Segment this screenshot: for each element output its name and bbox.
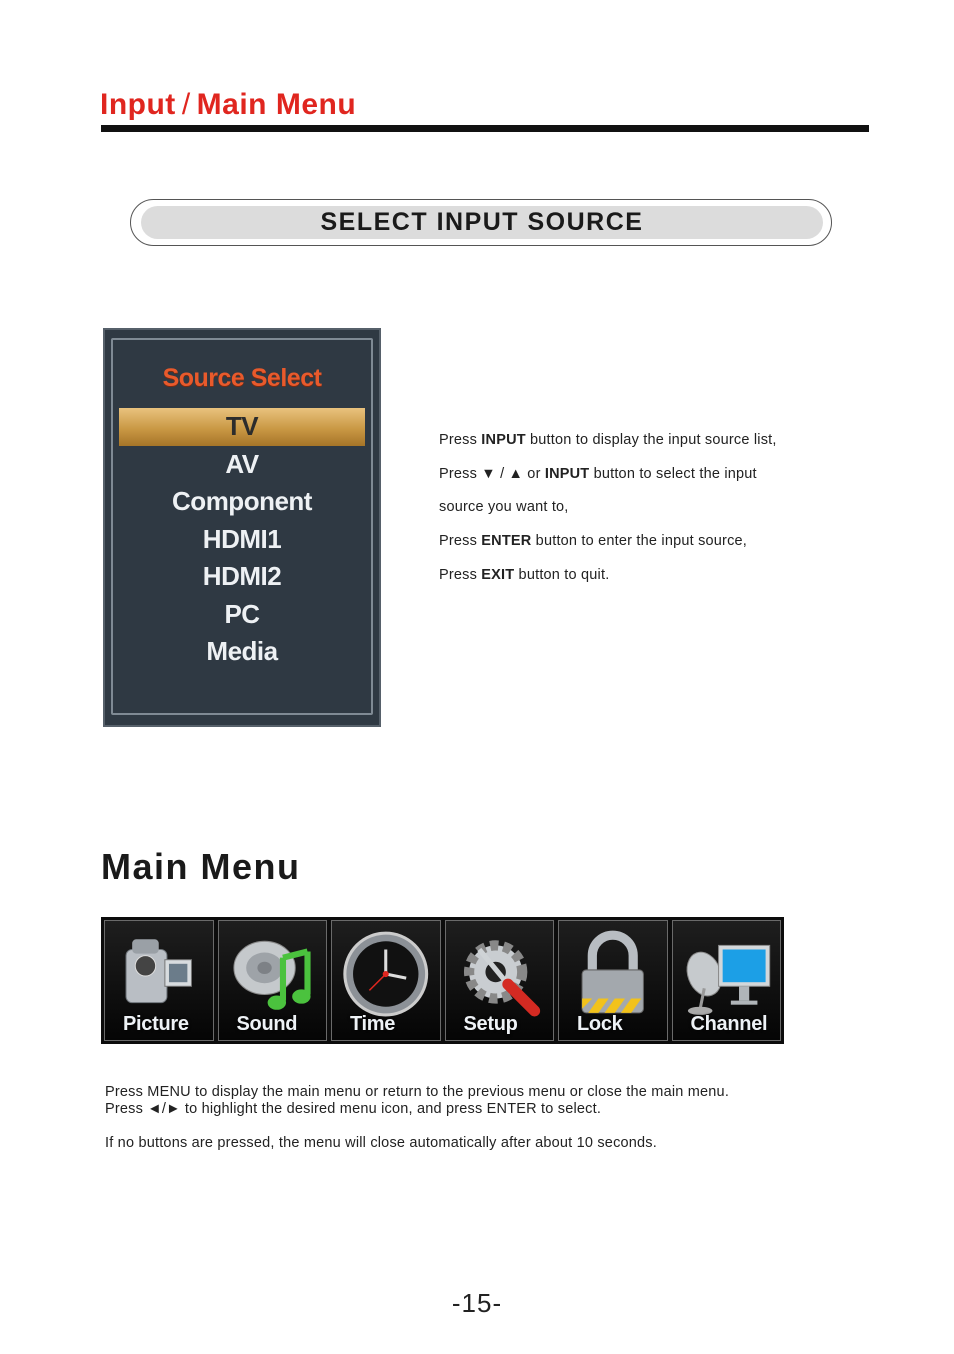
menu-tile-sound[interactable] [218,920,328,1041]
note-line-1: Press MENU to display the main menu or return to the previous menu or close the main menu. [105,1084,730,1100]
instruction-text: Press [439,533,482,550]
instruction-text: button to display the input source list, [525,432,777,448]
instruction-line-2 [439,458,859,492]
instruction-line-4 [439,525,859,559]
instruction-key: INPUT [544,465,590,482]
camcorder-icon [105,927,213,1019]
menu-tile-label: Time [350,1013,396,1035]
heading-rule [101,125,869,132]
menu-tile-label: Channel [690,1013,768,1035]
menu-tile-label: Setup [463,1013,518,1035]
menu-tile-label: Lock [577,1013,623,1035]
page-number: -15- [451,1288,503,1318]
satellite-monitor-icon [673,927,781,1019]
source-select-frame [111,338,373,715]
instruction-text: Press [439,432,482,448]
note-line-2: Press ◄/► to highlight the desired menu icon, and press ENTER to select. [105,1101,602,1117]
menu-tile-setup[interactable] [445,920,555,1041]
source-item-pc[interactable]: PC [224,598,260,629]
menu-tile-channel[interactable] [672,920,782,1041]
instruction-key: EXIT [481,566,515,583]
heading-input: Input [100,88,176,121]
instruction-key: INPUT [481,432,526,448]
menu-tile-label: Picture [123,1013,189,1035]
source-list [113,408,371,671]
source-item-media[interactable]: Media [206,636,278,666]
clock-icon [332,927,440,1019]
instruction-key: ENTER [481,533,532,550]
source-item-tv[interactable]: TV [119,408,365,446]
speaker-music-note-icon [219,927,327,1019]
heading-main-menu: Main Menu [196,88,357,121]
source-select-panel [103,328,381,727]
banner-label: SELECT INPUT SOURCE [320,208,644,236]
menu-tile-label: Sound [236,1013,298,1035]
instruction-text: source you want to, [439,499,569,516]
instruction-text: Press [439,566,482,583]
padlock-icon [559,927,667,1019]
banner-inner [141,206,823,239]
note-line-3: If no buttons are pressed, the menu will close automatically after about 10 seconds. [105,1135,657,1151]
select-input-source-banner [130,199,832,246]
instruction-text: button to enter the input source, [531,533,748,550]
source-select-title: Source Select [162,364,322,392]
main-menu-notes [105,1084,865,1152]
instruction-text: button to select the input [589,465,757,482]
gear-screwdriver-icon [446,927,554,1019]
instruction-line-5 [439,559,859,593]
menu-tile-lock[interactable] [558,920,668,1041]
menu-tile-time[interactable] [331,920,441,1041]
page-heading [100,88,356,122]
instruction-text: button to quit. [514,566,610,583]
source-item-hdmi2[interactable]: HDMI2 [202,561,282,591]
instruction-line-3 [439,491,859,525]
source-item-component[interactable]: Component [172,486,312,516]
source-item-av[interactable]: AV [225,448,259,479]
instruction-text: Press ▼ / ▲ or [439,465,545,482]
main-menu-heading: Main Menu [101,846,301,887]
instruction-line-1 [439,424,859,458]
main-menu-bar [101,917,784,1044]
menu-tile-picture[interactable] [104,920,214,1041]
source-item-hdmi1[interactable]: HDMI1 [202,523,282,554]
heading-separator: / [181,88,191,121]
input-instructions [439,424,859,593]
